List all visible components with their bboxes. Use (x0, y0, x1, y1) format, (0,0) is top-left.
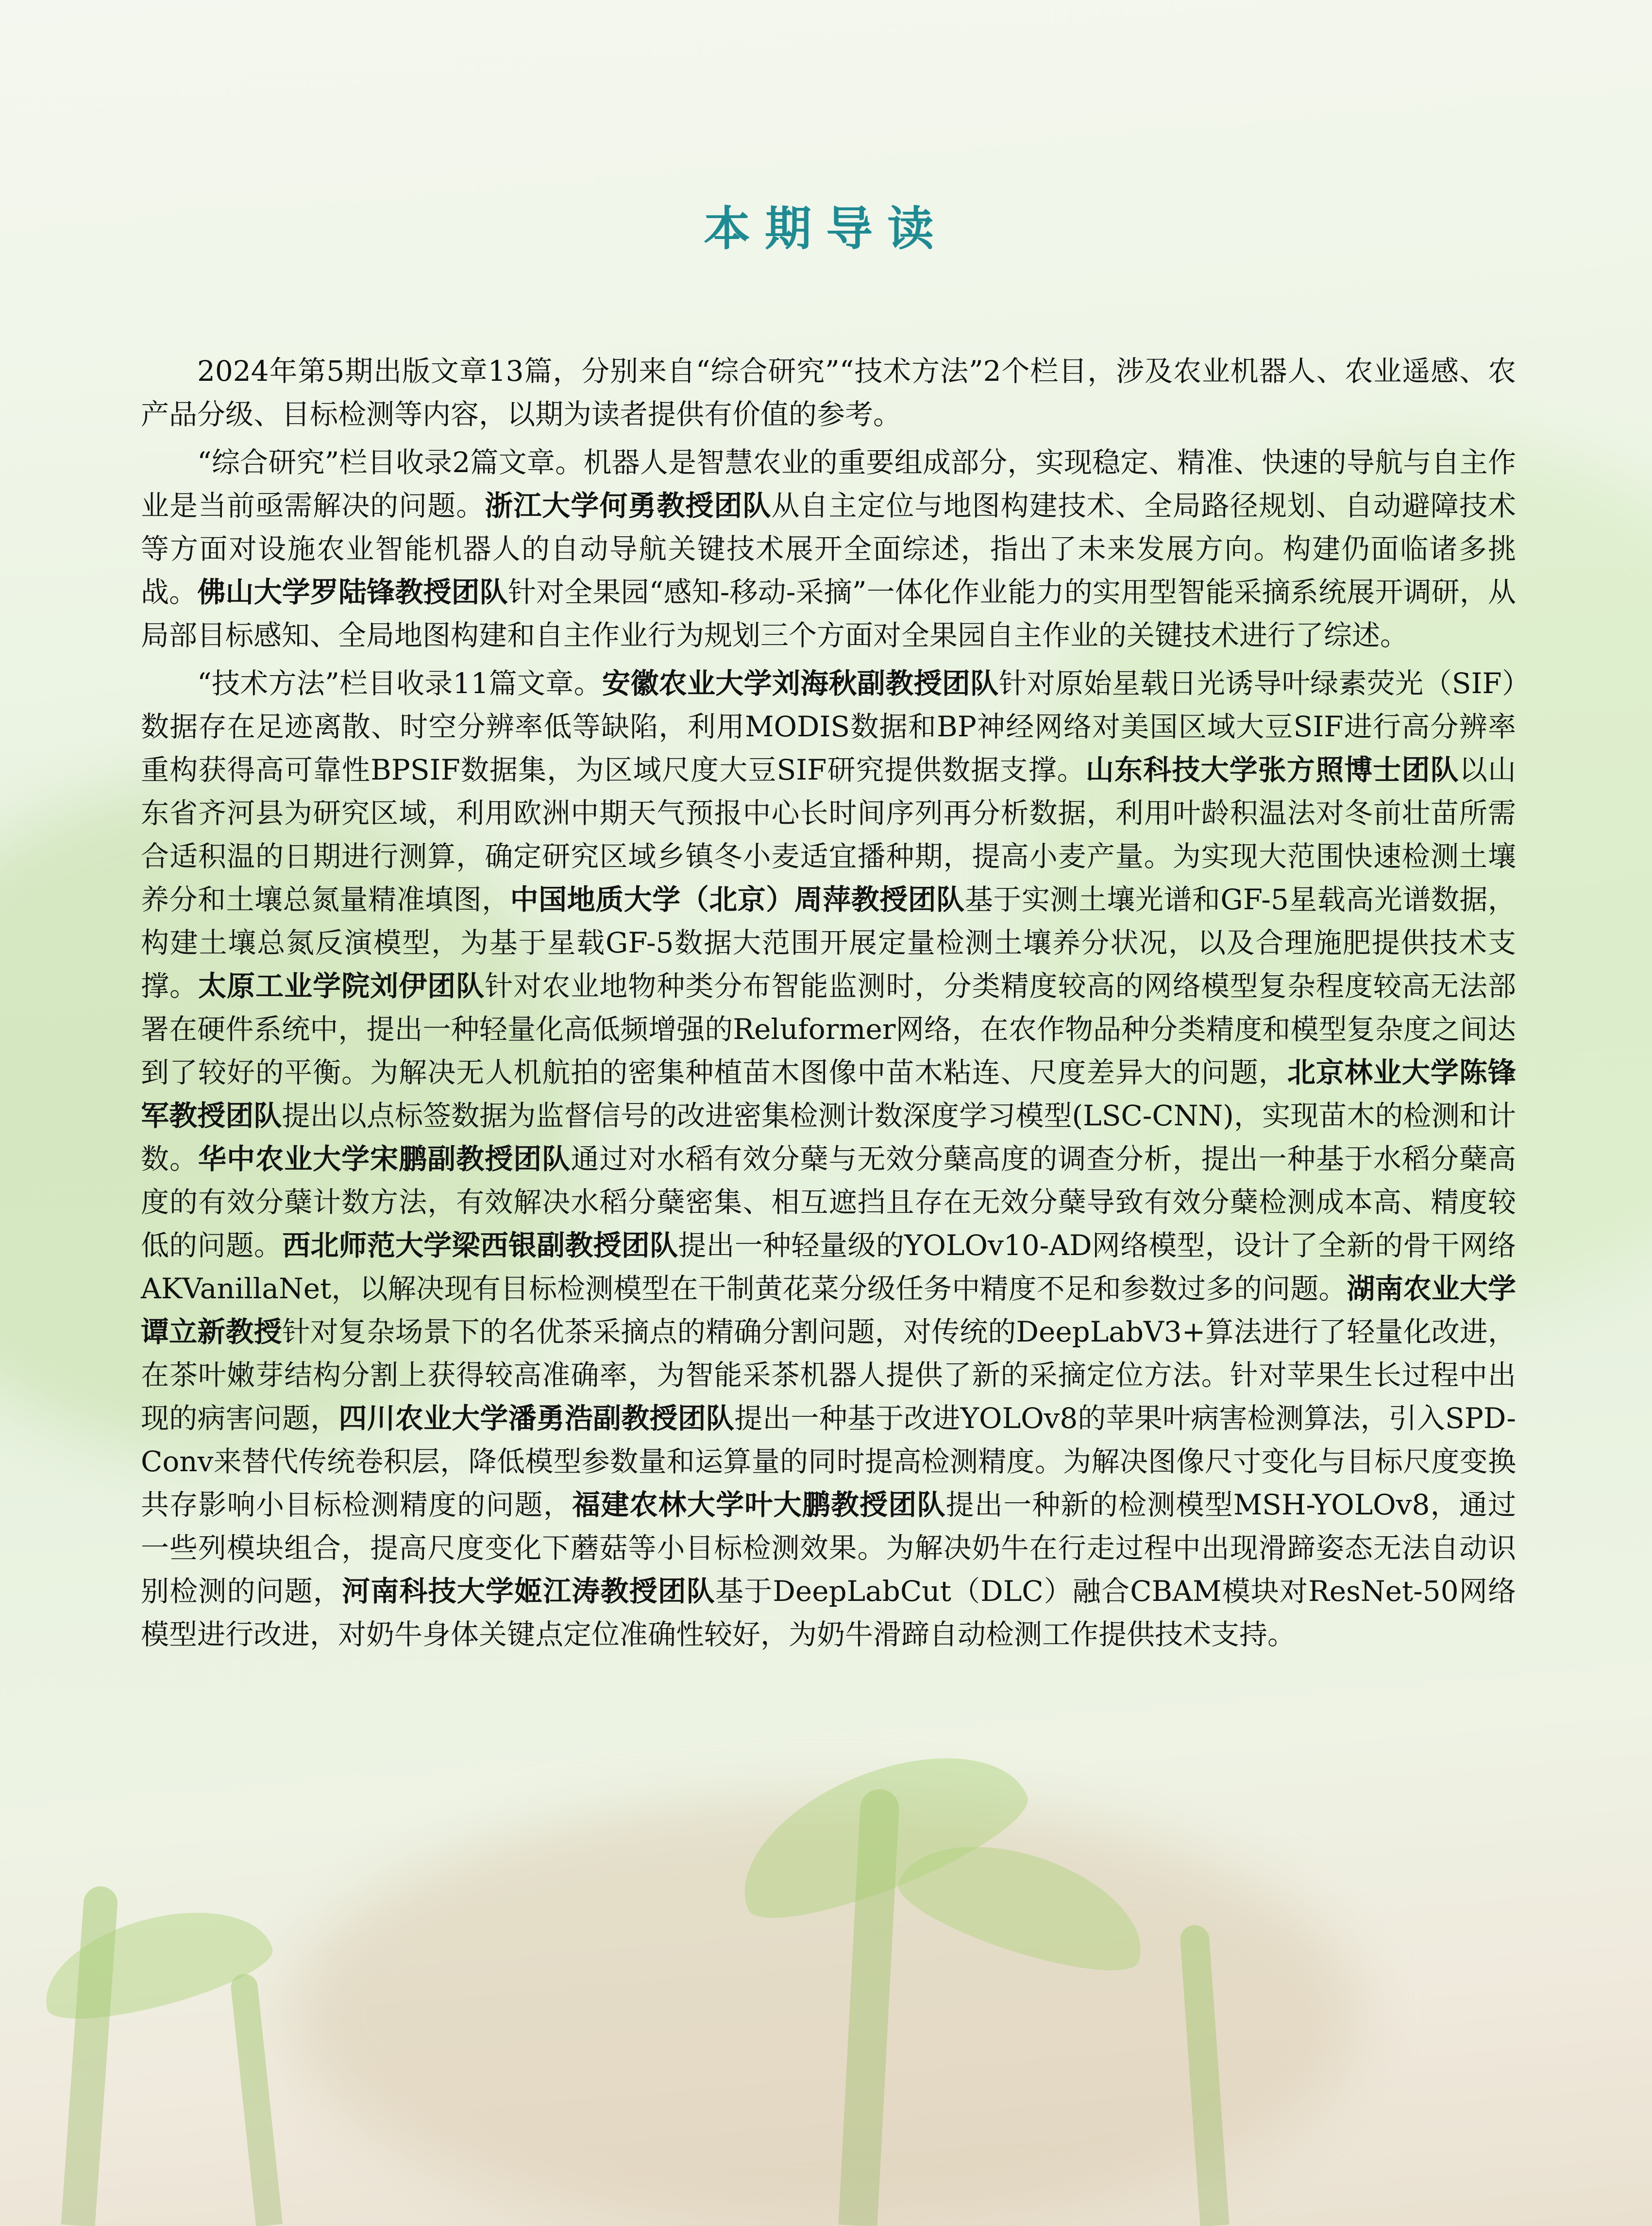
paragraph-text: 提出以点标签数据为监督信号的改进密集检测计数深度学习模型(LSC-CNN)，实现苗木的检测和计数。 (141, 1099, 1516, 1175)
paragraph-text: “技术方法”栏目收录11篇文章。 (197, 667, 602, 700)
team-name: 华中农业大学宋鹏副教授团队 (198, 1142, 571, 1175)
article-body (141, 350, 1516, 1661)
team-name: 山东科技大学张方照博士团队 (1085, 753, 1459, 786)
body-paragraph (141, 662, 1516, 1656)
paragraph-text: 提出一种轻量级的YOLOv10-AD网络模型，设计了全新的骨干网络AKVanillaNet，以解决现有目标检测模型在干制黄花菜分级任务中精度不足和参数过多的问题。 (141, 1229, 1516, 1305)
team-name: 佛山大学罗陆锋教授团队 (197, 576, 508, 609)
paragraph-text: 基于DeepLabCut（DLC）融合CBAM模块对ResNet-50网络模型进行改进，对奶牛身体关键点定位准确性较好，为奶牛滑蹄自动检测工作提供技术支持。 (141, 1575, 1516, 1651)
page-title: 本期导读 (704, 202, 948, 256)
team-name: 湖南农业大学谭立新教授 (141, 1272, 1516, 1348)
team-name: 安徽农业大学刘海秋副教授团队 (602, 667, 999, 700)
body-paragraph (141, 441, 1516, 657)
paragraph-text: 针对全果园“感知-移动-采摘”一体化作业能力的实用型智能采摘系统展开调研，从局部目标感知、全局地图构建和自主作业行为规划三个方面对全果园自主作业的关键技术进行了综述。 (141, 576, 1516, 652)
team-name: 太原工业学院刘伊团队 (198, 969, 485, 1003)
paragraph-text: 提出一种基于改进YOLOv8的苹果叶病害检测算法，引入SPD-Conv来替代传统卷积层，降低模型参数量和运算量的同时提高检测精度。为解决图像尺寸变化与目标尺度变换共存影响小目标检测精度的问题， (141, 1402, 1516, 1521)
team-name: 河南科技大学姬江涛教授团队 (342, 1575, 716, 1608)
paragraph-text: 2024年第5期出版文章13篇，分别来自“综合研究”“技术方法”2个栏目，涉及农业机器人、农业遥感、农产品分级、目标检测等内容，以期为读者提供有价值的参考。 (141, 355, 1516, 431)
team-name: 中国地质大学（北京）周萍教授团队 (510, 883, 965, 916)
paragraph-text: 针对原始星载日光诱导叶绿素荧光（SIF）数据存在足迹离散、时空分辨率低等缺陷，利用MODIS数据和BP神经网络对美国区域大豆SIF进行高分辨率重构获得高可靠性BPSIF数据集，为区域尺度大豆SIF研究提供数据支撑。 (141, 667, 1516, 786)
paragraph-text: 基于实测土壤光谱和GF-5星载高光谱数据，构建土壤总氮反演模型，为基于星载GF-5数据大范围开展定量检测土壤养分状况，以及合理施肥提供技术支撑。 (141, 883, 1516, 1003)
body-paragraph (141, 350, 1516, 436)
team-name: 四川农业大学潘勇浩副教授团队 (338, 1402, 735, 1435)
paragraph-text: 针对复杂场景下的名优茶采摘点的精确分割问题，对传统的DeepLabV3+算法进行了轻量化改进，在茶叶嫩芽结构分割上获得较高准确率，为智能采茶机器人提供了新的采摘定位方法。针对苹果生长过程中出现的病害问题， (141, 1315, 1516, 1435)
paragraph-text: “综合研究”栏目收录2篇文章。机器人是智慧农业的重要组成部分，实现稳定、精准、快速的导航与自主作业是当前亟需解决的问题。 (141, 446, 1516, 522)
team-name: 西北师范大学梁西银副教授团队 (282, 1229, 678, 1262)
paragraph-text: 从自主定位与地图构建技术、全局路径规划、自动避障技术等方面对设施农业智能机器人的自动导航关键技术展开全面综述，指出了未来发展方向。构建仍面临诸多挑战。 (141, 489, 1516, 609)
paragraph-text: 针对农业地物种类分布智能监测时，分类精度较高的网络模型复杂程度较高无法部署在硬件系统中，提出一种轻量化高低频增强的Reluformer网络，在农作物品种分类精度和模型复杂度之间达到了较好的平衡。为解决无人机航拍的密集种植苗木图像中苗木粘连、尺度差异大的问题， (141, 969, 1516, 1089)
paragraph-text: 以山东省齐河县为研究区域，利用欧洲中期天气预报中心长时间序列再分析数据，利用叶龄积温法对冬前壮苗所需合适积温的日期进行测算，确定研究区域乡镇冬小麦适宜播种期，提高小麦产量。为实现大范围快速检测土壤养分和土壤总氮量精准填图， (141, 753, 1516, 916)
team-name: 浙江大学何勇教授团队 (485, 489, 772, 522)
paragraph-text: 通过对水稻有效分蘖与无效分蘖高度的调查分析，提出一种基于水稻分蘖高度的有效分蘖计数方法，有效解决水稻分蘖密集、相互遮挡且存在无效分蘖导致有效分蘖检测成本高、精度较低的问题。 (141, 1142, 1516, 1262)
team-name: 北京林业大学陈锋军教授团队 (141, 1056, 1516, 1132)
paragraph-text: 提出一种新的检测模型MSH-YOLOv8，通过一些列模块组合，提高尺度变化下蘑菇等小目标检测效果。为解决奶牛在行走过程中出现滑蹄姿态无法自动识别检测的问题， (141, 1488, 1516, 1608)
team-name: 福建农林大学叶大鹏教授团队 (572, 1488, 946, 1521)
